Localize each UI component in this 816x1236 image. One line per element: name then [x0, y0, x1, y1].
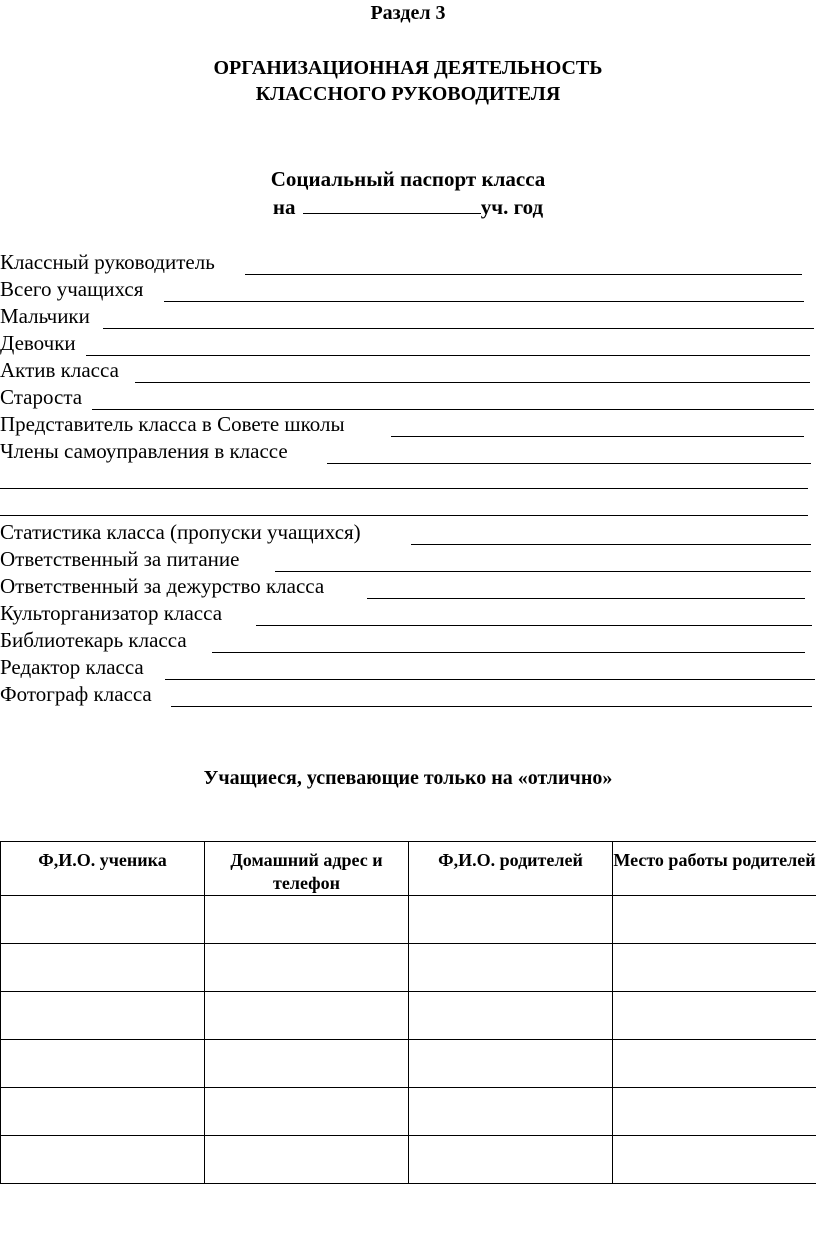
- field-label: Классный руководитель: [0, 250, 215, 274]
- table-cell[interactable]: [205, 992, 409, 1040]
- field-label: Библиотекарь класса: [0, 628, 187, 652]
- table-cell[interactable]: [1, 1040, 205, 1088]
- field-editor: [0, 655, 816, 682]
- table-cell[interactable]: [205, 1136, 409, 1184]
- fill-line[interactable]: [103, 328, 814, 329]
- field-boys: [0, 304, 816, 331]
- fill-line[interactable]: [367, 598, 805, 599]
- table-header-row: [1, 842, 816, 896]
- field-class-teacher: [0, 250, 816, 277]
- table-cell[interactable]: [613, 1088, 816, 1136]
- fill-line[interactable]: [86, 355, 810, 356]
- table-cell[interactable]: [409, 1136, 613, 1184]
- table-row: [1, 1088, 816, 1136]
- table-cell[interactable]: [613, 944, 816, 992]
- fill-line[interactable]: [171, 706, 812, 707]
- table-cell[interactable]: [205, 944, 409, 992]
- field-label: Ответственный за питание: [0, 547, 240, 571]
- field-label: Девочки: [0, 331, 76, 355]
- table-cell[interactable]: [409, 1040, 613, 1088]
- excellent-students-table: [0, 841, 816, 1184]
- table-cell[interactable]: [1, 1136, 205, 1184]
- fill-line[interactable]: [245, 274, 802, 275]
- table-cell[interactable]: [1, 1088, 205, 1136]
- year-prefix: на: [272, 195, 296, 219]
- page-title-line1: ОРГАНИЗАЦИОННАЯ ДЕЯТЕЛЬНОСТЬ: [213, 57, 603, 79]
- year-suffix: уч. год: [480, 195, 544, 219]
- field-attendance-stats: [0, 520, 816, 547]
- field-photographer: [0, 682, 816, 709]
- field-label: Представитель класса в Совете школы: [0, 412, 345, 436]
- field-class-head: [0, 385, 816, 412]
- field-label: Члены самоуправления в классе: [0, 439, 288, 463]
- table-row: [1, 1040, 816, 1088]
- fill-line[interactable]: [275, 571, 811, 572]
- field-culture-organizer: [0, 601, 816, 628]
- field-school-council-rep: [0, 412, 816, 439]
- excellent-students-title: Учащиеся, успевающие только на «отлично»: [203, 767, 613, 789]
- field-food-responsible: [0, 547, 816, 574]
- fill-line[interactable]: [135, 382, 810, 383]
- field-label: Фотограф класса: [0, 682, 152, 706]
- table-cell[interactable]: [1, 944, 205, 992]
- table-cell[interactable]: [205, 1040, 409, 1088]
- field-label: Статистика класса (пропуски учащихся): [0, 520, 361, 544]
- fill-line[interactable]: [165, 679, 815, 680]
- column-header-parents-workplace: Место работы родителей: [613, 842, 816, 896]
- field-self-government: [0, 439, 816, 466]
- table-cell[interactable]: [1, 896, 205, 944]
- table-cell[interactable]: [409, 992, 613, 1040]
- field-total-students: [0, 277, 816, 304]
- table-cell[interactable]: [613, 1040, 816, 1088]
- field-label: Актив класса: [0, 358, 119, 382]
- table-cell[interactable]: [1, 992, 205, 1040]
- field-label: Всего учащихся: [0, 277, 144, 301]
- table-cell[interactable]: [409, 944, 613, 992]
- table-cell[interactable]: [205, 896, 409, 944]
- table-cell[interactable]: [409, 896, 613, 944]
- table-cell[interactable]: [613, 992, 816, 1040]
- field-duty-responsible: [0, 574, 816, 601]
- blank-line[interactable]: [0, 488, 808, 489]
- field-girls: [0, 331, 816, 358]
- blank-line[interactable]: [0, 515, 808, 516]
- section-label: Раздел 3: [370, 2, 446, 24]
- table-cell[interactable]: [613, 896, 816, 944]
- table-row: [1, 1136, 816, 1184]
- field-label: Мальчики: [0, 304, 90, 328]
- field-label: Культорганизатор класса: [0, 601, 223, 625]
- fill-line[interactable]: [164, 301, 804, 302]
- column-header-student-name: Ф,И.О. ученика: [1, 842, 205, 896]
- table-cell[interactable]: [409, 1088, 613, 1136]
- field-label: Староста: [0, 385, 83, 409]
- fill-line[interactable]: [92, 409, 814, 410]
- fill-line[interactable]: [212, 652, 805, 653]
- table-cell[interactable]: [205, 1088, 409, 1136]
- table-row: [1, 992, 816, 1040]
- table-cell[interactable]: [613, 1136, 816, 1184]
- passport-title: Социальный паспорт класса: [270, 167, 546, 191]
- fill-line[interactable]: [411, 544, 811, 545]
- field-class-activists: [0, 358, 816, 385]
- school-year-line: [0, 195, 816, 220]
- column-header-address-phone: Домашний адрес и телефон: [205, 842, 409, 896]
- table-row: [1, 944, 816, 992]
- school-year-blank[interactable]: [303, 195, 481, 214]
- table-row: [1, 896, 816, 944]
- column-header-parents-name: Ф,И.О. родителей: [409, 842, 613, 896]
- fill-line[interactable]: [391, 436, 804, 437]
- field-librarian: [0, 628, 816, 655]
- page-title-line2: КЛАССНОГО РУКОВОДИТЕЛЯ: [255, 83, 561, 105]
- field-label: Ответственный за дежурство класса: [0, 574, 325, 598]
- fill-line[interactable]: [327, 463, 811, 464]
- field-label: Редактор класса: [0, 655, 144, 679]
- fill-line[interactable]: [256, 625, 812, 626]
